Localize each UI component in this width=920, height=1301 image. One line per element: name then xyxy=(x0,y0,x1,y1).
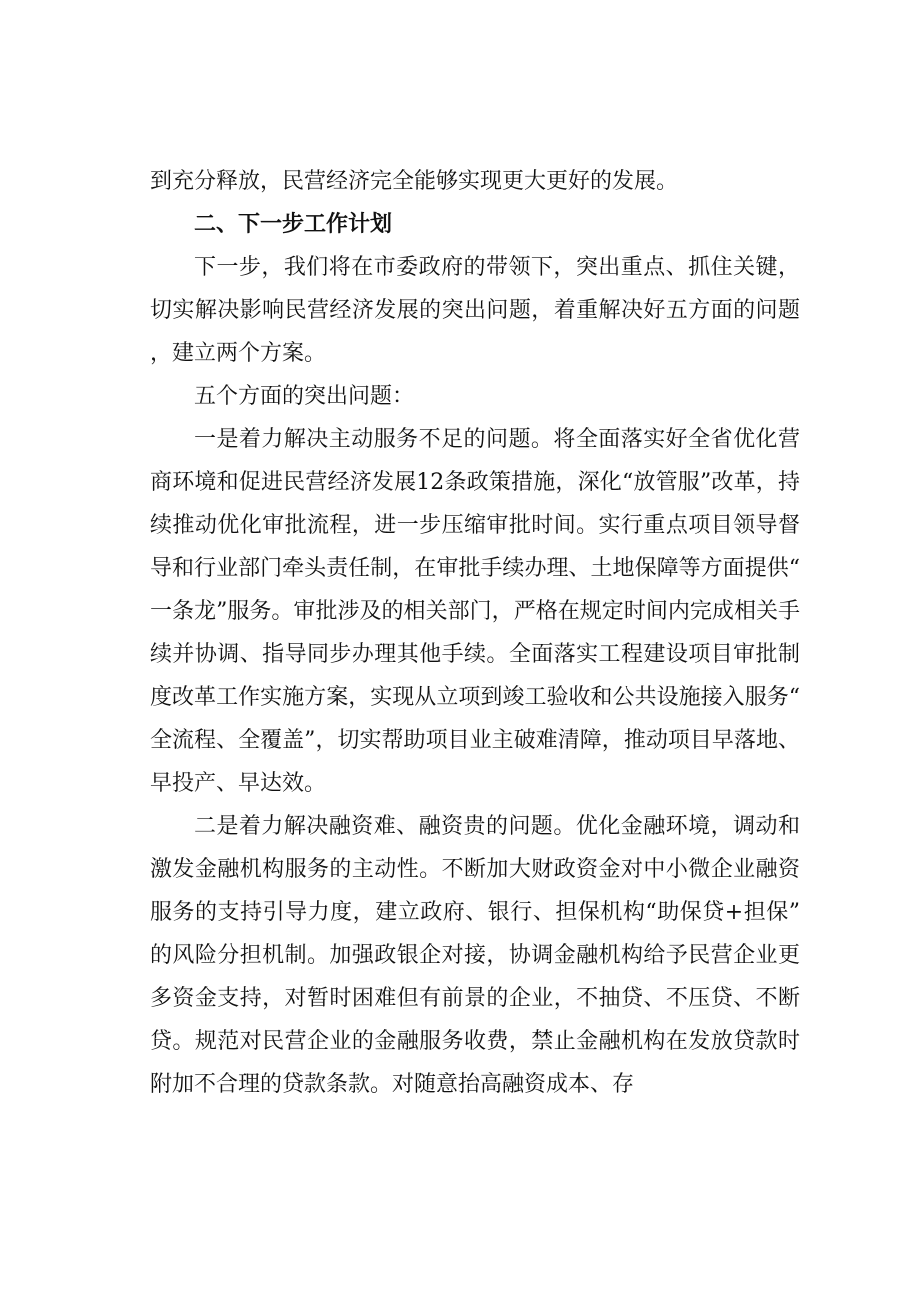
paragraph-list-title: 五个方面的突出问题： xyxy=(194,384,415,409)
paragraph-continuation: 到充分释放，民营经济完全能够实现更大更好的发展。 xyxy=(150,169,679,194)
section-heading: 二、下一步工作计划 xyxy=(194,212,393,237)
paragraph-intro: 下一步，我们将在市委政府的带领下，突出重点、抓住关键，切实解决影响民营经济发展的突出问题，着重解决好五方面的问题，建立两个方案。 xyxy=(150,255,800,366)
document-body xyxy=(150,160,800,1106)
paragraph-item-one: 一是着力解决主动服务不足的问题。将全面落实好全省优化营商环境和促进民营经济发展12条政策措施，深化“放管服”改革，持续推动优化审批流程，进一步压缩审批时间。实行重点项目领导督导和行业部门牵头责任制，在审批手续办理、土地保障等方面提供“一条龙”服务。审批涉及的相关部门，严格在规定时间内完成相关手续并协调、指导同步办理其他手续。全面落实工程建设项目审批制度改革工作实施方案，实现从立项到竣工验收和公共设施接入服务“全流程、全覆盖”，切实帮助项目业主破难清障，推动项目早落地、早投产、早达效。 xyxy=(150,427,800,796)
paragraph-item-two: 二是着力解决融资难、融资贵的问题。优化金融环境，调动和激发金融机构服务的主动性。不断加大财政资金对中小微企业融资服务的支持引导力度，建立政府、银行、担保机构“助保贷+担保”的风险分担机制。加强政银企对接，协调金融机构给予民营企业更多资金支持，对暂时困难但有前景的企业，不抽贷、不压贷、不断贷。规范对民营企业的金融服务收费，禁止金融机构在发放贷款时附加不合理的贷款条款。对随意抬高融资成本、存 xyxy=(150,814,800,1097)
